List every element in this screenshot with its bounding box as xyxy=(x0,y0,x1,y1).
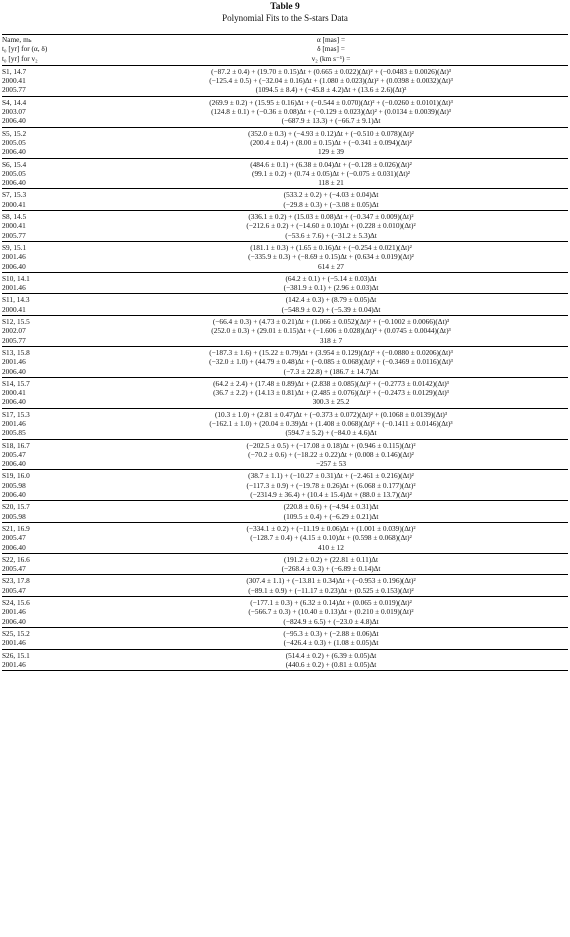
table-row xyxy=(2,450,568,459)
table-row xyxy=(2,607,568,616)
table-row xyxy=(2,262,568,273)
fit-formula-cell: (−548.9 ± 0.2) + (−5.39 ± 0.04)Δt xyxy=(281,304,381,314)
table-row xyxy=(2,158,568,169)
table-row xyxy=(2,107,568,116)
table-row xyxy=(2,419,568,428)
star-info-cell: 2001.46 xyxy=(2,357,26,367)
fit-formula-cell: (−824.9 ± 6.5) + (−23.0 ± 4.8)Δt xyxy=(283,616,379,626)
header-row xyxy=(2,44,568,53)
star-info-cell: 2006.40 xyxy=(2,397,26,407)
star-info-cell: 2001.46 xyxy=(2,660,94,671)
fit-formula-cell: (352.0 ± 0.3) + (−4.93 ± 0.12)Δt + (−0.510 ± 0.078)(Δt)² xyxy=(94,127,568,138)
fit-formula-cell: 614 ± 27 xyxy=(318,261,344,271)
fit-formula-cell: (484.6 ± 0.1) + (6.38 ± 0.04)Δt + (−0.128 ± 0.026)(Δt)² xyxy=(94,158,568,169)
fit-formula-cell: (−566.7 ± 0.3) + (10.40 ± 0.13)Δt + (0.210 ± 0.019)(Δt)² xyxy=(248,607,414,617)
table-row xyxy=(2,116,568,127)
table-row xyxy=(2,305,568,316)
table-row xyxy=(2,564,568,575)
table-row xyxy=(2,326,568,335)
fit-formula-cell: (10.3 ± 1.0) + (2.81 ± 0.47)Δt + (−0.373 ± 0.072)(Δt)² + (0.1068 ± 0.0139)(Δt)³ xyxy=(94,408,568,419)
star-info-cell: 2005.05 xyxy=(2,137,26,147)
star-info-cell: S18, 16.7 xyxy=(2,439,94,450)
table-row xyxy=(2,147,568,158)
fit-formula-cell: (181.1 ± 0.3) + (1.65 ± 0.16)Δt + (−0.254 ± 0.021)(Δt)² xyxy=(94,241,568,252)
star-info-cell: S1, 14.7 xyxy=(2,65,94,76)
star-info-cell: 2006.40 xyxy=(2,542,26,552)
star-info-cell: 2000.41 xyxy=(2,221,26,231)
table-row xyxy=(2,96,568,107)
table-row xyxy=(2,346,568,357)
star-info-cell: 2005.77 xyxy=(2,335,26,345)
star-info-cell: 2000.41 xyxy=(2,76,26,86)
star-info-cell: 2005.98 xyxy=(2,480,26,490)
fit-formula-cell: (142.4 ± 0.3) + (8.79 ± 0.05)Δt xyxy=(94,294,568,305)
table-row xyxy=(2,252,568,261)
fit-formula-cell: (124.8 ± 0.1) + (−0.36 ± 0.08)Δt + (−0.129 ± 0.023)(Δt)² + (0.0134 ± 0.0039)(Δt)³ xyxy=(211,107,451,117)
star-info-cell: S22, 16.6 xyxy=(2,553,94,564)
star-info-cell: 2005.47 xyxy=(2,564,26,574)
header-formula-cell: v₂ (km s⁻¹) = xyxy=(311,53,351,63)
header-row xyxy=(2,54,568,66)
table-row xyxy=(2,294,568,305)
table-row xyxy=(2,211,568,222)
table-row xyxy=(2,533,568,542)
table-title: Polynomial Fits to the S-stars Data xyxy=(222,13,348,23)
star-info-cell: S5, 15.2 xyxy=(2,127,94,138)
header-label-cell: Name, mₖ xyxy=(2,35,94,45)
fit-formula-cell: (220.8 ± 0.6) + (−4.94 ± 0.31)Δt xyxy=(94,501,568,512)
star-info-cell: S23, 17.8 xyxy=(2,575,94,586)
star-info-cell: 2001.46 xyxy=(2,283,26,293)
table-header xyxy=(2,35,568,66)
table-row xyxy=(2,459,568,470)
fit-formula-cell: (−128.7 ± 0.4) + (4.15 ± 0.10)Δt + (0.598 ± 0.068)(Δt)² xyxy=(250,533,412,543)
table-row xyxy=(2,397,568,408)
fit-formula-cell: (594.7 ± 5.2) + (−84.0 ± 4.6)Δt xyxy=(285,428,377,438)
table-row xyxy=(2,617,568,628)
fit-formula-cell: (64.2 ± 0.1) + (−5.14 ± 0.03)Δt xyxy=(94,272,568,283)
table-body xyxy=(2,65,568,670)
fit-formula-cell: (−125.4 ± 0.5) + (−32.04 ± 0.16)Δt + (1.080 ± 0.023)(Δt)² + (0.0398 ± 0.0032)(Δt)³ xyxy=(209,76,453,86)
fit-formula-cell: (533.2 ± 0.2) + (−4.03 ± 0.04)Δt xyxy=(94,189,568,200)
table-row xyxy=(2,439,568,450)
star-info-cell: 2005.47 xyxy=(2,585,26,595)
fit-formula-cell: −257 ± 53 xyxy=(315,459,346,469)
fit-formula-cell: (191.2 ± 0.2) + (22.81 ± 0.11)Δt xyxy=(94,553,568,564)
table-row xyxy=(2,283,568,294)
star-info-cell: 2006.40 xyxy=(2,616,26,626)
fit-formula-cell: (336.1 ± 0.2) + (15.03 ± 0.08)Δt + (−0.347 ± 0.009)(Δt)² xyxy=(94,211,568,222)
star-info-cell: S11, 14.3 xyxy=(2,294,94,305)
star-info-cell: S4, 14.4 xyxy=(2,96,94,107)
table-row xyxy=(2,127,568,138)
table-row xyxy=(2,388,568,397)
table-row xyxy=(2,336,568,347)
star-info-cell: 2005.47 xyxy=(2,449,26,459)
table-row xyxy=(2,597,568,608)
fit-formula-cell: (−66.4 ± 0.3) + (4.73 ± 0.21)Δt + (1.066 ± 0.052)(Δt)² + (−0.1002 ± 0.0066)(Δt)³ xyxy=(94,316,568,327)
star-info-cell: S10, 14.1 xyxy=(2,272,94,283)
table-row xyxy=(2,272,568,283)
table-row xyxy=(2,377,568,388)
star-info-cell: 2005.98 xyxy=(2,511,26,521)
fit-formula-cell: 318 ± 7 xyxy=(319,335,343,345)
star-info-cell: S17, 15.3 xyxy=(2,408,94,419)
star-info-cell: S26, 15.1 xyxy=(2,649,94,660)
star-info-cell: S7, 15.3 xyxy=(2,189,94,200)
table-row xyxy=(2,76,568,85)
fit-formula-cell: (269.9 ± 0.2) + (15.95 ± 0.16)Δt + (−0.544 ± 0.070)(Δt)² + (−0.0260 ± 0.0101)(Δt)³ xyxy=(94,96,568,107)
fit-formula-cell: (−335.9 ± 0.3) + (−8.69 ± 0.15)Δt + (0.634 ± 0.019)(Δt)² xyxy=(248,252,414,262)
star-info-cell: 2002.07 xyxy=(2,326,26,336)
star-info-cell: 2005.05 xyxy=(2,168,26,178)
star-info-cell: S19, 16.0 xyxy=(2,470,94,481)
table-row xyxy=(2,586,568,597)
table-row xyxy=(2,408,568,419)
star-info-cell: S21, 16.9 xyxy=(2,522,94,533)
fit-formula-cell: 118 ± 21 xyxy=(318,178,344,188)
star-info-cell: 2006.40 xyxy=(2,459,26,469)
table-row xyxy=(2,490,568,501)
fit-formula-cell: (−187.3 ± 1.6) + (15.22 ± 0.79)Δt + (3.954 ± 0.129)(Δt)² + (−0.0880 ± 0.0206)(Δt)³ xyxy=(94,346,568,357)
table-row xyxy=(2,169,568,178)
table-number: Table 9 xyxy=(270,2,300,12)
fit-formula-cell: 410 ± 12 xyxy=(318,542,344,552)
star-info-cell: 2000.41 xyxy=(2,388,26,398)
star-info-cell: 2001.46 xyxy=(2,418,26,428)
fit-formula-cell: (−334.1 ± 0.2) + (−11.19 ± 0.06)Δt + (1.001 ± 0.039)(Δt)² xyxy=(94,522,568,533)
table-row xyxy=(2,627,568,638)
table-row xyxy=(2,649,568,660)
header-formula-cell: α [mas] = xyxy=(94,35,568,45)
star-info-cell: 2001.46 xyxy=(2,607,26,617)
table-row xyxy=(2,481,568,490)
star-info-cell: S12, 15.5 xyxy=(2,316,94,327)
star-info-cell: 2005.77 xyxy=(2,85,26,95)
star-info-cell: 2001.46 xyxy=(2,252,26,262)
header-label-cell: t₀ [yr] for v₂ xyxy=(2,53,38,63)
star-info-cell: S24, 15.6 xyxy=(2,597,94,608)
star-info-cell: S14, 15.7 xyxy=(2,377,94,388)
table-row xyxy=(2,231,568,242)
header-row xyxy=(2,35,568,45)
table-row xyxy=(2,357,568,366)
fit-formula-cell: (440.6 ± 0.2) + (0.81 ± 0.05)Δt xyxy=(94,660,568,671)
star-info-cell: 2006.40 xyxy=(2,116,26,126)
table-row xyxy=(2,241,568,252)
fit-formula-cell: (−70.2 ± 0.6) + (−18.22 ± 0.22)Δt + (0.008 ± 0.146)(Δt)² xyxy=(248,449,414,459)
table-row xyxy=(2,638,568,649)
star-info-cell: S8, 14.5 xyxy=(2,211,94,222)
table-row xyxy=(2,178,568,189)
header-formula-cell: δ [mas] = xyxy=(317,44,345,54)
header-label-cell: t₀ [yr] for (α, δ) xyxy=(2,44,48,54)
fit-formula-cell: (−687.9 ± 13.3) + (−66.7 ± 9.1)Δt xyxy=(281,116,381,126)
table-row xyxy=(2,470,568,481)
fit-formula-cell: (−2314.9 ± 36.4) + (10.4 ± 15.4)Δt + (88.0 ± 13.7)(Δt)² xyxy=(250,490,412,500)
fit-formula-cell: (−162.1 ± 1.0) + (20.04 ± 0.39)Δt + (1.408 ± 0.068)(Δt)² + (−0.1411 ± 0.0146)(Δt)³ xyxy=(209,418,453,428)
fit-formula-cell: 129 ± 39 xyxy=(318,147,344,157)
table-row xyxy=(2,553,568,564)
star-info-cell: 2003.07 xyxy=(2,107,26,117)
fit-formula-cell: (−95.3 ± 0.3) + (−2.88 ± 0.06)Δt xyxy=(94,627,568,638)
table-row xyxy=(2,85,568,96)
fit-formula-cell: (64.2 ± 2.4) + (17.48 ± 0.89)Δt + (2.838 ± 0.085)(Δt)² + (−0.2773 ± 0.0142)(Δt)³ xyxy=(94,377,568,388)
star-info-cell: 2006.40 xyxy=(2,261,26,271)
table-row xyxy=(2,660,568,671)
table-row xyxy=(2,522,568,533)
table-row xyxy=(2,501,568,512)
table-row xyxy=(2,200,568,211)
fit-formula-cell: (514.4 ± 0.2) + (6.39 ± 0.05)Δt xyxy=(94,649,568,660)
fit-formula-cell: (99.1 ± 0.2) + (0.74 ± 0.05)Δt + (−0.075 ± 0.031)(Δt)² xyxy=(252,168,410,178)
fit-formula-cell: 300.3 ± 25.2 xyxy=(312,397,350,407)
star-info-cell: S6, 15.4 xyxy=(2,158,94,169)
fit-formula-cell: (200.4 ± 0.4) + (8.00 ± 0.15)Δt + (−0.341 ± 0.094)(Δt)² xyxy=(250,137,412,147)
fit-formula-cell: (−29.8 ± 0.3) + (−3.08 ± 0.05)Δt xyxy=(283,199,379,209)
table-caption xyxy=(0,0,570,24)
star-info-cell: 2005.85 xyxy=(2,428,26,438)
star-info-cell: 2001.46 xyxy=(2,638,26,648)
star-info-cell: 2006.40 xyxy=(2,147,26,157)
fit-formula-cell: (36.7 ± 2.2) + (14.13 ± 0.81)Δt + (2.485 ± 0.076)(Δt)² + (−0.2473 ± 0.0129)(Δt)³ xyxy=(213,388,449,398)
table-row xyxy=(2,428,568,439)
table-row xyxy=(2,138,568,147)
fit-formula-cell: (−53.6 ± 7.6) + (−31.2 ± 5.3)Δt xyxy=(285,230,377,240)
star-info-cell: S13, 15.8 xyxy=(2,346,94,357)
star-info-cell: 2006.40 xyxy=(2,490,26,500)
star-info-cell: 2000.41 xyxy=(2,304,26,314)
fit-formula-cell: (1094.5 ± 8.4) + (−45.8 ± 4.2)Δt + (13.6 ± 2.6)(Δt)² xyxy=(255,85,407,95)
fit-formula-cell: (−117.3 ± 0.9) + (−19.78 ± 0.26)Δt + (6.068 ± 0.177)(Δt)² xyxy=(246,480,416,490)
table-row xyxy=(2,65,568,76)
star-info-cell: 2005.77 xyxy=(2,230,26,240)
star-info-cell: S25, 15.2 xyxy=(2,627,94,638)
fit-formula-cell: (−426.4 ± 0.3) + (1.08 ± 0.05)Δt xyxy=(283,638,379,648)
fit-formula-cell: (−32.0 ± 1.0) + (44.79 ± 0.48)Δt + (−0.085 ± 0.068)(Δt)² + (−0.3469 ± 0.0116)(Δt)³ xyxy=(209,357,453,367)
table-row xyxy=(2,189,568,200)
star-info-cell: 2005.47 xyxy=(2,533,26,543)
table-row xyxy=(2,221,568,230)
star-info-cell: S9, 15.1 xyxy=(2,241,94,252)
fit-formula-cell: (−381.9 ± 0.1) + (2.96 ± 0.03)Δt xyxy=(283,283,379,293)
fit-formula-cell: (109.5 ± 0.4) + (−6.29 ± 0.21)Δt xyxy=(283,511,379,521)
fit-formula-cell: (−177.1 ± 0.3) + (6.32 ± 0.14)Δt + (0.065 ± 0.019)(Δt)² xyxy=(94,597,568,608)
star-info-cell: 2006.40 xyxy=(2,366,26,376)
fit-formula-cell: (−87.2 ± 0.4) + (19.70 ± 0.15)Δt + (0.665 ± 0.022)(Δt)² + (−0.0483 ± 0.0026)(Δt)³ xyxy=(94,65,568,76)
table-row xyxy=(2,543,568,554)
fit-formula-cell: (−212.6 ± 0.2) + (−14.60 ± 0.10)Δt + (0.228 ± 0.010)(Δt)² xyxy=(246,221,416,231)
fit-formula-cell: (−202.5 ± 0.5) + (−17.08 ± 0.18)Δt + (0.946 ± 0.115)(Δt)² xyxy=(94,439,568,450)
fit-formula-cell: (−7.3 ± 22.8) + (186.7 ± 14.7)Δt xyxy=(283,366,379,376)
fit-formula-cell: (38.7 ± 1.1) + (−10.27 ± 0.31)Δt + (−2.461 ± 0.216)(Δt)² xyxy=(94,470,568,481)
fit-formula-cell: (−89.1 ± 0.9) + (−11.17 ± 0.23)Δt + (0.525 ± 0.153)(Δt)² xyxy=(248,585,414,595)
table-row xyxy=(2,575,568,586)
polynomial-fits-table xyxy=(2,34,568,671)
fit-formula-cell: (252.0 ± 0.3) + (29.01 ± 0.15)Δt + (−1.606 ± 0.028)(Δt)² + (0.0745 ± 0.0044)(Δt)³ xyxy=(211,326,451,336)
fit-formula-cell: (307.4 ± 1.1) + (−13.81 ± 0.34)Δt + (−0.953 ± 0.196)(Δt)² xyxy=(94,575,568,586)
star-info-cell: S20, 15.7 xyxy=(2,501,94,512)
star-info-cell: 2000.41 xyxy=(2,199,26,209)
table-row xyxy=(2,316,568,327)
table-row xyxy=(2,512,568,523)
star-info-cell: 2006.40 xyxy=(2,178,26,188)
fit-formula-cell: (−268.4 ± 0.3) + (−6.89 ± 0.14)Δt xyxy=(281,564,381,574)
table-row xyxy=(2,367,568,378)
